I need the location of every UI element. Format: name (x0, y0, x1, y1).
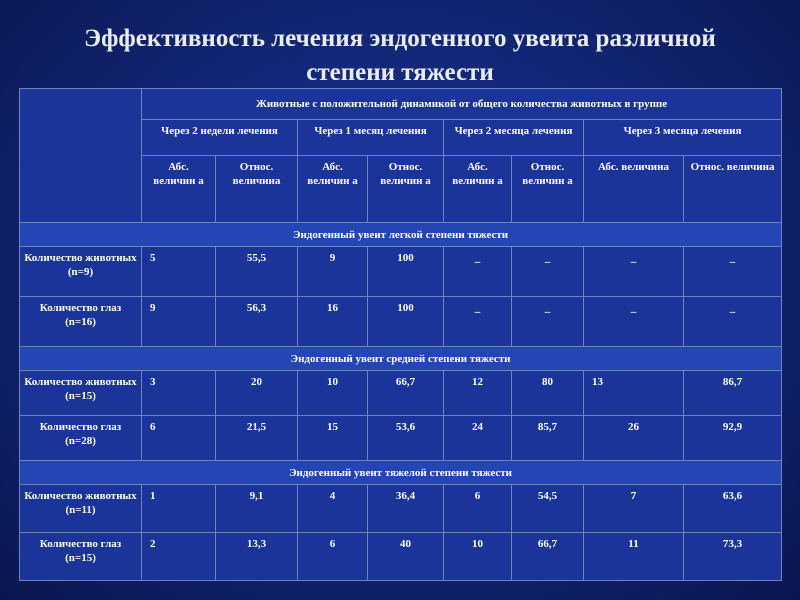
section-title: Эндогенный увеит легкой степени тяжести (20, 223, 782, 247)
value-cell: 36,4 (368, 485, 444, 533)
row-label: Количество глаз (n=16) (20, 297, 142, 347)
value-cell: 21,5 (216, 416, 298, 461)
value-cell: 54,5 (512, 485, 584, 533)
value-cell: 56,3 (216, 297, 298, 347)
title-line-2: степени тяжести (306, 59, 494, 86)
value-cell: 55,5 (216, 247, 298, 297)
value-cell: 9,1 (216, 485, 298, 533)
abs-header: Абс. величин а (444, 156, 512, 223)
value-cell: 10 (298, 371, 368, 416)
value-cell: 86,7 (684, 371, 782, 416)
period-header-2-weeks: Через 2 недели лечения (142, 120, 298, 156)
title-line-1: Эффективность лечения эндогенного увеита различной (84, 25, 716, 52)
value-cell: 6 (298, 533, 368, 581)
value-cell: 3 (142, 371, 216, 416)
value-cell: 80 (512, 371, 584, 416)
abs-header: Абс. величина (584, 156, 684, 223)
header-main: Животные с положительной динамикой от общего количества животных в группе (142, 89, 782, 120)
value-cell: _ (684, 297, 782, 347)
value-cell: 100 (368, 297, 444, 347)
value-cell: _ (444, 297, 512, 347)
value-cell: 6 (444, 485, 512, 533)
value-cell: 5 (142, 247, 216, 297)
rel-header: Относ. величина (684, 156, 782, 223)
row-label: Количество глаз (n=15) (20, 533, 142, 581)
row-label: Количество животных (n=9) (20, 247, 142, 297)
value-cell: 100 (368, 247, 444, 297)
value-cell: 1 (142, 485, 216, 533)
value-cell: _ (512, 247, 584, 297)
period-header-2-months: Через 2 месяца лечения (444, 120, 584, 156)
value-cell: 6 (142, 416, 216, 461)
corner-cell (20, 89, 142, 223)
rel-header: Относ. величин а (368, 156, 444, 223)
value-cell: 53,6 (368, 416, 444, 461)
slide-title (20, 22, 780, 90)
value-cell: 63,6 (684, 485, 782, 533)
value-cell: 4 (298, 485, 368, 533)
efficacy-table (19, 88, 782, 581)
value-cell: 9 (298, 247, 368, 297)
value-cell: 73,3 (684, 533, 782, 581)
value-cell: 40 (368, 533, 444, 581)
value-cell: 66,7 (368, 371, 444, 416)
rel-header: Относ. величина (216, 156, 298, 223)
value-cell: 10 (444, 533, 512, 581)
abs-header: Абс. величин а (298, 156, 368, 223)
value-cell: 26 (584, 416, 684, 461)
row-label: Количество животных (n=11) (20, 485, 142, 533)
value-cell: 12 (444, 371, 512, 416)
period-header-3-months: Через 3 месяца лечения (584, 120, 782, 156)
value-cell: 15 (298, 416, 368, 461)
row-label: Количество животных (n=15) (20, 371, 142, 416)
section-title: Эндогенный увеит тяжелой степени тяжести (20, 461, 782, 485)
value-cell: 11 (584, 533, 684, 581)
value-cell: 7 (584, 485, 684, 533)
rel-header: Относ. величин а (512, 156, 584, 223)
value-cell: 16 (298, 297, 368, 347)
value-cell: _ (444, 247, 512, 297)
value-cell: 24 (444, 416, 512, 461)
value-cell: _ (512, 297, 584, 347)
value-cell: 20 (216, 371, 298, 416)
period-header-1-month: Через 1 месяц лечения (298, 120, 444, 156)
section-title: Эндогенный увеит средней степени тяжести (20, 347, 782, 371)
value-cell: 13 (584, 371, 684, 416)
abs-header: Абс. величин а (142, 156, 216, 223)
value-cell: 2 (142, 533, 216, 581)
value-cell: 92,9 (684, 416, 782, 461)
value-cell: _ (584, 297, 684, 347)
value-cell: 9 (142, 297, 216, 347)
row-label: Количество глаз (n=28) (20, 416, 142, 461)
value-cell: 13,3 (216, 533, 298, 581)
value-cell: 85,7 (512, 416, 584, 461)
value-cell: _ (584, 247, 684, 297)
value-cell: 66,7 (512, 533, 584, 581)
value-cell: _ (684, 247, 782, 297)
